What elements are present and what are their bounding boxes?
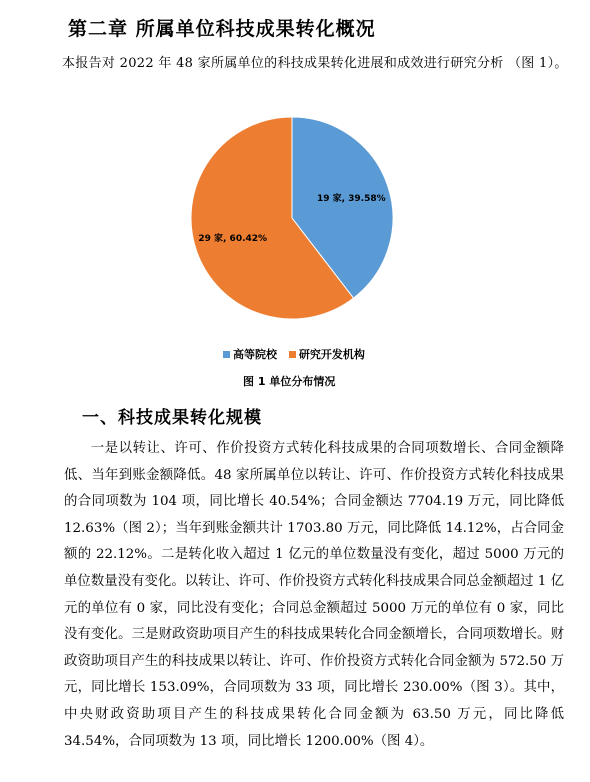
body-text: [64, 436, 564, 755]
legend-item-universities: [223, 348, 277, 361]
legend-label-universities: 高等院校: [233, 348, 277, 361]
chart-legend: [223, 346, 373, 362]
intro-text: 本报告对 2022 年 48 家所属单位的科技成果转化进展和成效进行研究分析 （图 1）。: [62, 56, 568, 71]
legend-swatch-universities: [223, 351, 230, 358]
pie-label-universities: 19 家, 39.58%: [316, 193, 386, 204]
figure-caption: 图 1 单位分布情况: [243, 375, 336, 388]
section-title: 一、科技成果转化规模: [82, 408, 262, 428]
chapter-title: 第二章 所属单位科技成果转化概况: [68, 18, 376, 40]
legend-item-institutes: [289, 348, 365, 361]
body-paragraph: 一是以转让、许可、作价投资方式转化科技成果的合同项数增长、合同金额降低、当年到账金额降低。48 家所属单位以转让、许可、作价投资方式转化科技成果的合同项数为 104 项，同比增长 40.54%；合同金额达 7704.19 万元，同比降低 12.63%（图 2）；当年到账金额共计 1703.80 万元，同比降低 14.12%，占合同金额的 22.12%。二是转化收入超过 1 亿元的单位数量没有变化，超过 5000 万元的单位数量没有变化。以转让、许可、作价投资方式转化科技成果合同总金额超过 1 亿元的单位有 0 家，同比没有变化；合同总金额超过 5000 万元的单位有 0 家，同比没有变化。三是财政资助项目产生的科技成果转化合同金额增长，合同项数增长。财政资助项目产生的科技成果以转让、许可、作价投资方式转化合同金额为 572.50 万元，同比增长 153.09%，合同项数为 33 项，同比增长 230.00%（图 3）。其中，中央财政资助项目产生的科技成果转化合同金额为 63.50 万元，同比降低 34.54%，合同项数为 13 项，同比增长 1200.00%（图 4）。: [64, 441, 564, 749]
legend-label-institutes: 研究开发机构: [298, 348, 365, 361]
pie-chart: [185, 108, 415, 344]
pie-label-institutes: 29 家, 60.42%: [198, 234, 268, 245]
pie-svg: [185, 108, 415, 344]
legend-swatch-institutes: [289, 351, 296, 358]
